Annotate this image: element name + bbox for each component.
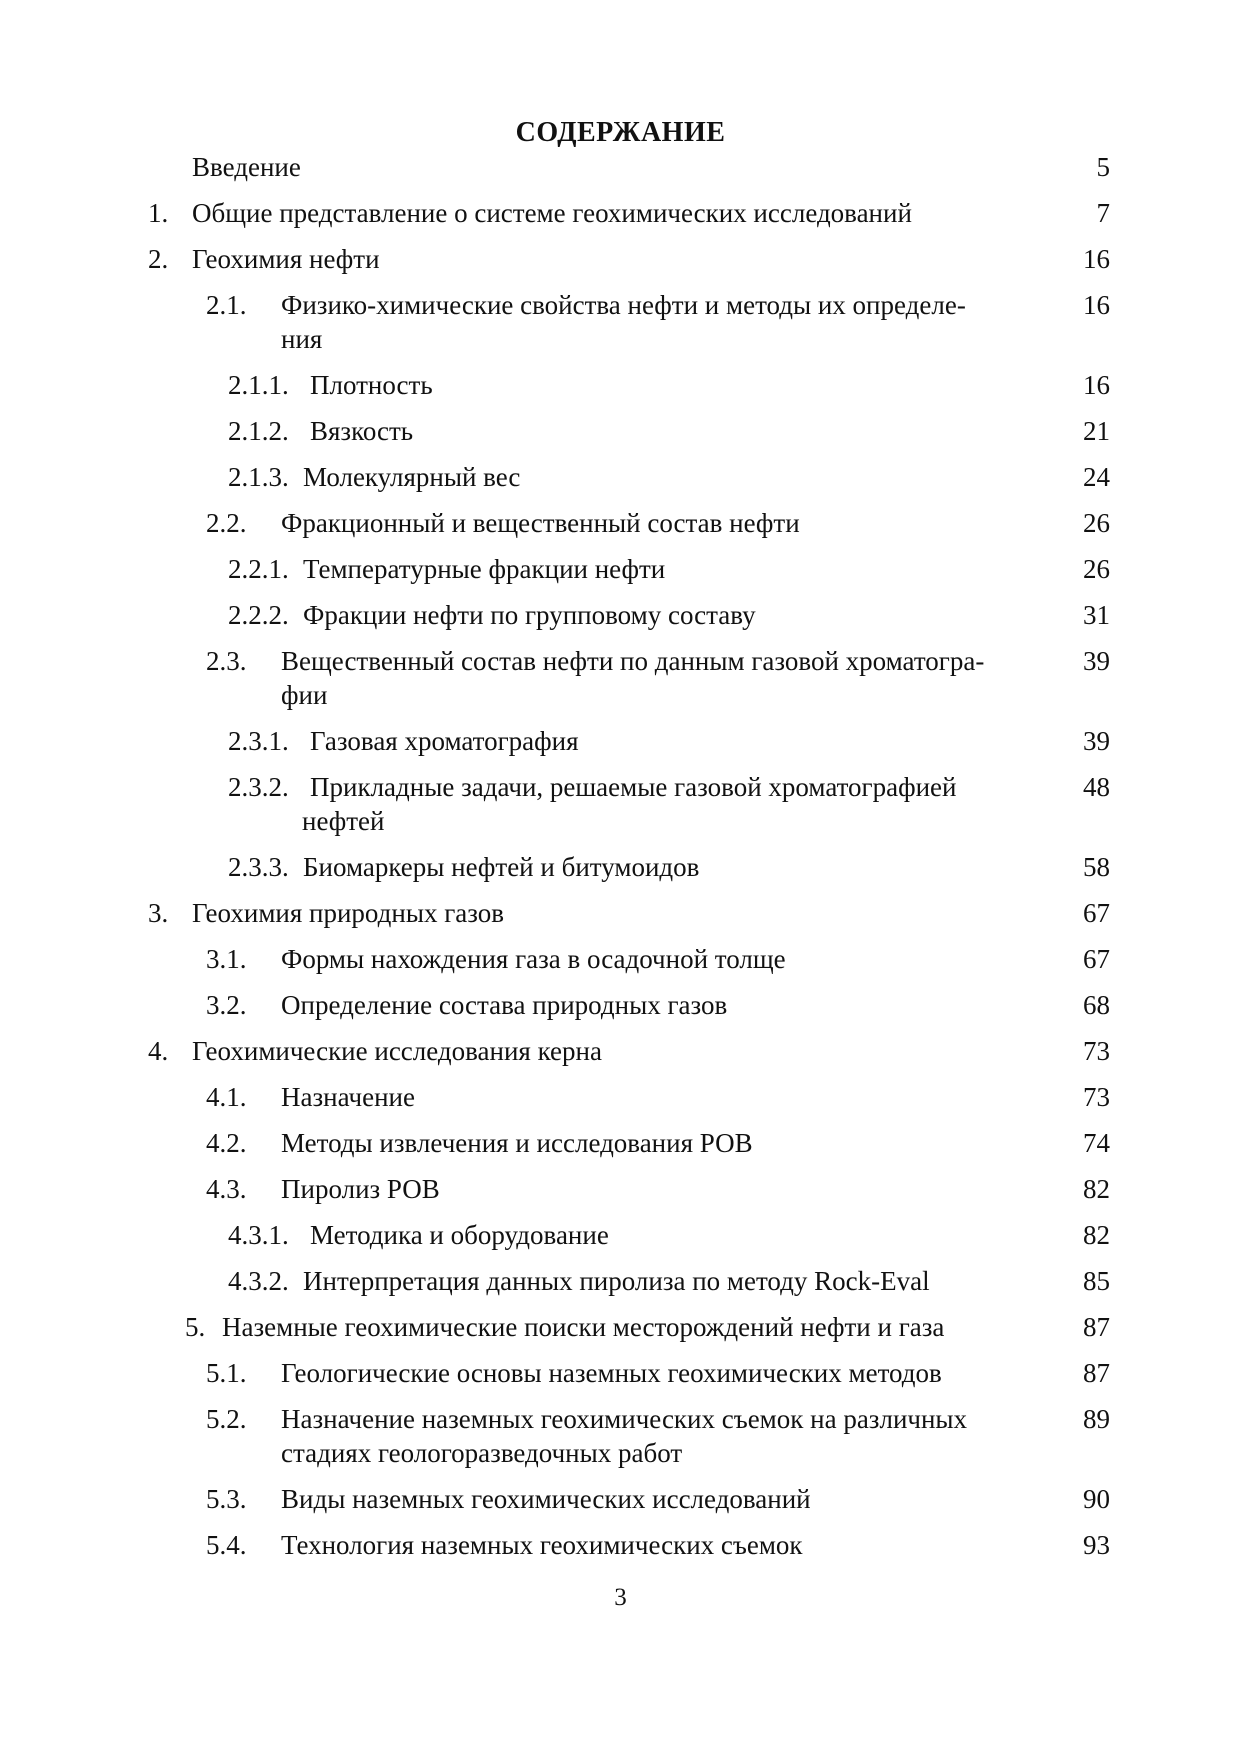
toc-entry-label-line-2: стадиях геологоразведочных работ [281, 1438, 683, 1468]
toc-entry-2-1-1 [0, 368, 1241, 414]
toc-entry-page: 16 [1083, 370, 1110, 400]
toc-entry-page: 82 [1083, 1174, 1110, 1204]
toc-entry-5-2 [0, 1402, 1241, 1482]
toc-entry-5-1 [0, 1356, 1241, 1402]
toc-entry-label: Молекулярный вес [303, 462, 521, 492]
toc-entry-number: 4. [148, 1036, 169, 1066]
toc-entry-number: 5.3. [206, 1484, 247, 1514]
toc-entry-2-3-2 [0, 770, 1241, 850]
toc-entry-page: 26 [1083, 554, 1110, 584]
toc-entry-5-3 [0, 1482, 1241, 1528]
toc-entry-1 [0, 196, 1241, 242]
toc-entry-label: Общие представление о системе геохимических исследований [192, 198, 912, 228]
toc-entry-page: 74 [1083, 1128, 1110, 1158]
toc-entry-number: 3. [148, 898, 169, 928]
page-number: 3 [614, 1584, 627, 1611]
toc-entry-label-line-1: Назначение наземных геохимических съемок на различных [281, 1404, 968, 1434]
toc-entry-label-line-2: фии [281, 680, 328, 710]
toc-entry-2-2-1 [0, 552, 1241, 598]
toc-entry-label: Методы извлечения и исследования РОВ [281, 1128, 753, 1158]
toc-entry-2-3-3 [0, 850, 1241, 896]
toc-entry-label-line-2: ния [281, 324, 323, 354]
toc-entry-label: Температурные фракции нефти [303, 554, 666, 584]
toc-entry-page: 89 [1083, 1404, 1110, 1434]
toc-entry-2-1-2 [0, 414, 1241, 460]
toc-entry-label: Газовая хроматография [310, 726, 579, 756]
toc-entry-number: 1. [148, 198, 169, 228]
toc-entry-label: Пиролиз РОВ [281, 1174, 440, 1204]
toc-entry-label: Вязкость [310, 416, 414, 446]
toc-entry-page: 93 [1083, 1530, 1110, 1560]
toc-entry-label [281, 644, 984, 712]
toc-entry-label [281, 288, 966, 356]
toc-entry-number: 5.2. [206, 1404, 247, 1434]
toc-entry-2-1 [0, 288, 1241, 368]
toc-entry-3-2 [0, 988, 1241, 1034]
table-of-contents [0, 150, 1241, 1574]
toc-entry-number: 2. [148, 244, 169, 274]
toc-entry-page: 87 [1083, 1358, 1110, 1388]
toc-entry-4 [0, 1034, 1241, 1080]
toc-entry-2 [0, 242, 1241, 288]
toc-entry-page: 48 [1083, 772, 1110, 802]
toc-entry-page: 73 [1083, 1082, 1110, 1112]
toc-entry-label: Технология наземных геохимических съемок [281, 1530, 803, 1560]
toc-entry-label: Плотность [310, 370, 433, 400]
toc-entry-page: 21 [1083, 416, 1110, 446]
toc-entry-page: 5 [1096, 152, 1110, 182]
toc-entry-page: 87 [1083, 1312, 1110, 1342]
toc-entry-number: 2.3. [206, 646, 247, 676]
toc-entry-page: 73 [1083, 1036, 1110, 1066]
toc-entry-2-3 [0, 644, 1241, 724]
toc-entry-4-3-1 [0, 1218, 1241, 1264]
toc-entry-page: 85 [1083, 1266, 1110, 1296]
toc-entry-4-3 [0, 1172, 1241, 1218]
toc-entry-number: 2.1.2. [228, 416, 289, 446]
toc-entry-label-line-2: нефтей [302, 806, 385, 836]
page-title: СОДЕРЖАНИЕ [515, 117, 726, 148]
toc-entry-label: Геологические основы наземных геохимических методов [281, 1358, 942, 1388]
toc-entry-number: 2.2. [206, 508, 247, 538]
toc-entry-page: 7 [1096, 198, 1110, 228]
toc-entry-number: 3.2. [206, 990, 247, 1020]
toc-entry-number: 4.3.1. [228, 1220, 289, 1250]
toc-entry-number: 5.1. [206, 1358, 247, 1388]
toc-entry-label: Определение состава природных газов [281, 990, 728, 1020]
toc-entry-number: 2.1.3. [228, 462, 289, 492]
toc-entry-label: Интерпретация данных пиролиза по методу Rock-Eval [303, 1266, 930, 1296]
toc-entry-5-4 [0, 1528, 1241, 1574]
toc-entry-number: 2.3.2. [228, 772, 289, 802]
toc-entry-3 [0, 896, 1241, 942]
toc-entry-label: Геохимия нефти [192, 244, 380, 274]
toc-entry-label: Назначение [281, 1082, 415, 1112]
toc-entry-page: 67 [1083, 944, 1110, 974]
toc-entry-label: Биомаркеры нефтей и битумоидов [303, 852, 700, 882]
toc-entry-label: Фракционный и вещественный состав нефти [281, 508, 800, 538]
toc-entry-page: 82 [1083, 1220, 1110, 1250]
toc-entry-page: 39 [1083, 726, 1110, 756]
toc-entry-number: 5.4. [206, 1530, 247, 1560]
toc-entry-label: Формы нахождения газа в осадочной толще [281, 944, 786, 974]
toc-entry-2-2-2 [0, 598, 1241, 644]
toc-entry-4-1 [0, 1080, 1241, 1126]
toc-entry-label: Введение [192, 152, 301, 182]
toc-entry-2-1-3 [0, 460, 1241, 506]
toc-entry-page: 24 [1083, 462, 1110, 492]
toc-entry-number: 4.3. [206, 1174, 247, 1204]
toc-entry-2-3-1 [0, 724, 1241, 770]
toc-entry-page: 68 [1083, 990, 1110, 1020]
toc-entry-label: Фракции нефти по групповому составу [303, 600, 756, 630]
toc-entry-label-line-1: Вещественный состав нефти по данным газовой хроматогра- [281, 646, 985, 676]
toc-entry-number: 4.2. [206, 1128, 247, 1158]
toc-entry-label: Виды наземных геохимических исследований [281, 1484, 811, 1514]
toc-entry-label-line-1: Физико-химические свойства нефти и методы их определе- [281, 290, 966, 320]
toc-entry-4-3-2 [0, 1264, 1241, 1310]
toc-entry-label-line-1: Прикладные задачи, решаемые газовой хроматографией [310, 772, 957, 802]
toc-entry-number: 2.2.2. [228, 600, 289, 630]
toc-entry-number: 4.1. [206, 1082, 247, 1112]
toc-entry-page: 39 [1083, 646, 1110, 676]
toc-entry-number: 2.3.1. [228, 726, 289, 756]
toc-entry-number: 2.1. [206, 290, 247, 320]
toc-entry-number: 5. [185, 1312, 206, 1342]
toc-entry-page: 26 [1083, 508, 1110, 538]
toc-entry-page: 31 [1083, 600, 1110, 630]
toc-entry-5 [0, 1310, 1241, 1356]
toc-entry-number: 2.1.1. [228, 370, 289, 400]
toc-entry-2-2 [0, 506, 1241, 552]
toc-entry-label: Наземные геохимические поиски месторождений нефти и газа [222, 1312, 945, 1342]
toc-entry-page: 90 [1083, 1484, 1110, 1514]
toc-entry-3-1 [0, 942, 1241, 988]
toc-entry-page: 16 [1083, 290, 1110, 320]
toc-entry-number: 3.1. [206, 944, 247, 974]
toc-entry-4-2 [0, 1126, 1241, 1172]
toc-entry-label: Геохимические исследования керна [192, 1036, 602, 1066]
toc-entry-page: 67 [1083, 898, 1110, 928]
toc-entry-label [302, 770, 957, 838]
toc-entry-number: 2.3.3. [228, 852, 289, 882]
toc-entry-label: Геохимия природных газов [192, 898, 505, 928]
toc-entry-introduction [0, 150, 1241, 196]
toc-entry-number: 4.3.2. [228, 1266, 289, 1296]
toc-entry-page: 16 [1083, 244, 1110, 274]
toc-entry-label [281, 1402, 967, 1470]
toc-entry-label: Методика и оборудование [310, 1220, 609, 1250]
toc-entry-number: 2.2.1. [228, 554, 289, 584]
toc-entry-page: 58 [1083, 852, 1110, 882]
